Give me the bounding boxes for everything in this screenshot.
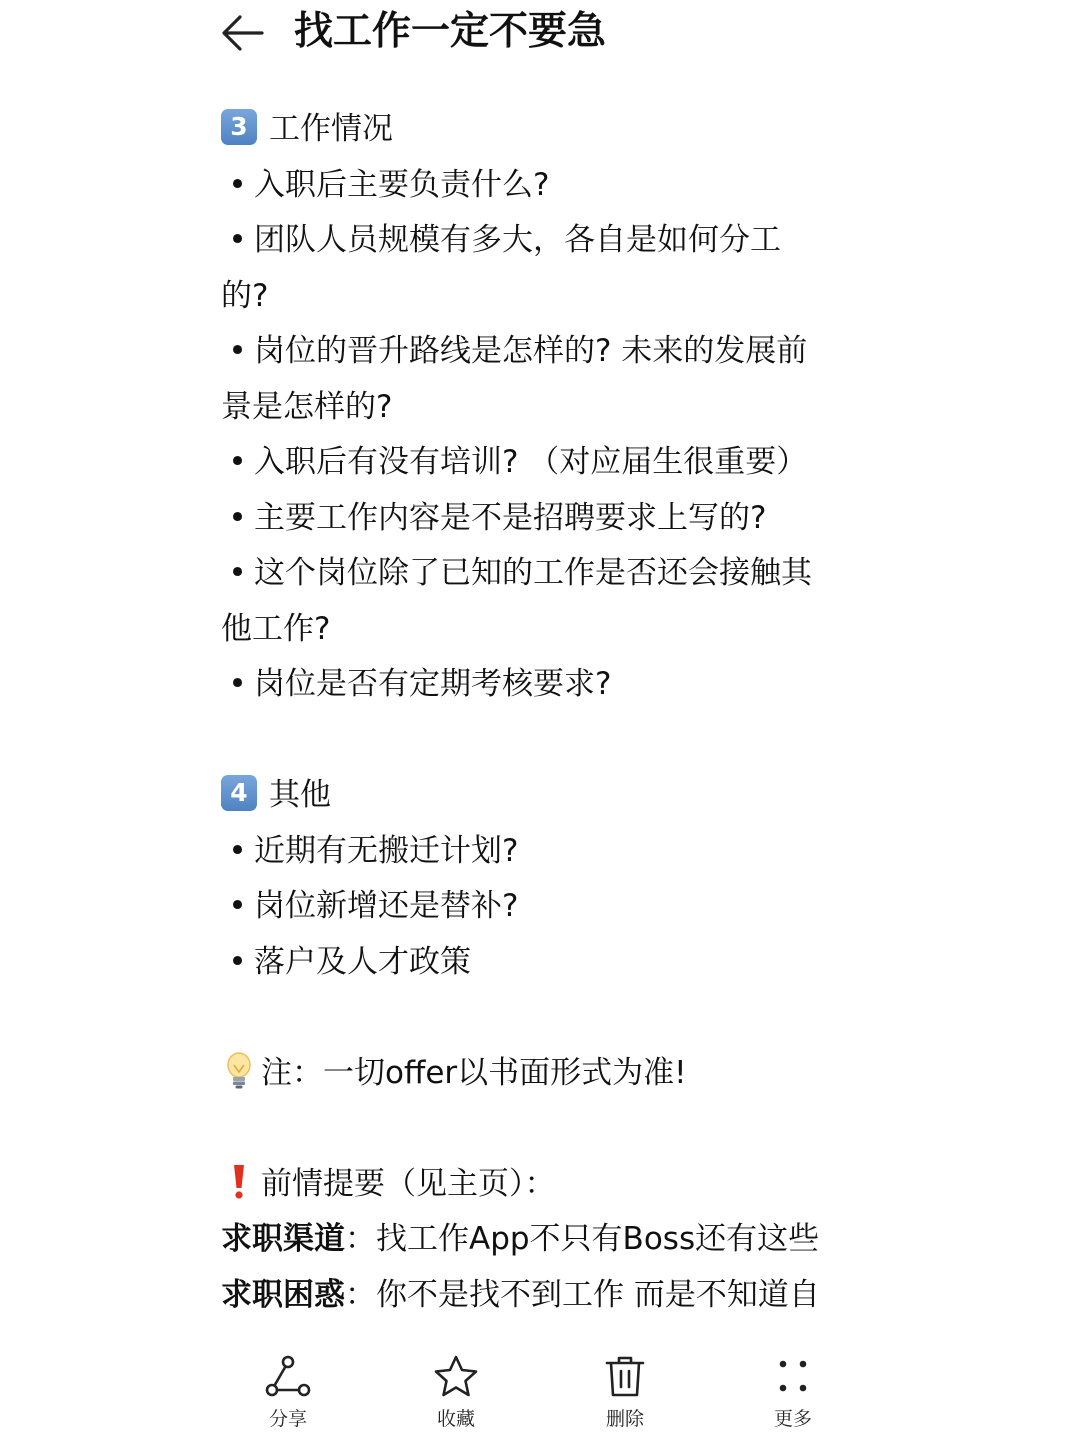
section-title: 其他 xyxy=(269,777,331,813)
bullet: • xyxy=(228,499,247,536)
summary-item-text: 你不是找不到工作 而是不知道自 xyxy=(376,1276,820,1313)
list-item-text: 入职后主要负责什么? xyxy=(254,166,550,203)
bullet: • xyxy=(228,333,247,369)
bullet: • xyxy=(228,222,247,258)
list-item-text: 岗位的晋升路线是怎样的? 未来的发展前 xyxy=(254,333,808,369)
list-item xyxy=(221,435,861,491)
star-icon xyxy=(431,1354,481,1400)
list-item-text: 岗位是否有定期考核要求? xyxy=(254,666,612,702)
summary-item-separator: ： xyxy=(345,1221,376,1257)
spacer xyxy=(221,990,861,1046)
spacer xyxy=(221,713,861,769)
list-item-text: 近期有无搬迁计划? xyxy=(254,832,519,869)
note-text: 注：一切offer以书面形式为准! xyxy=(261,1054,687,1091)
summary-item-text: 找工作App不只有Boss还有这些 xyxy=(376,1221,820,1257)
note-content xyxy=(221,102,861,1323)
list-item xyxy=(221,213,861,269)
top-bar xyxy=(0,0,1080,70)
list-item-text: 这个岗位除了已知的工作是否还会接触其 xyxy=(254,555,812,591)
bottom-action-bar xyxy=(0,1340,1080,1440)
exclamation-icon xyxy=(221,1161,257,1201)
section-heading xyxy=(221,768,861,824)
back-button[interactable] xyxy=(218,10,270,56)
list-item xyxy=(221,879,861,935)
list-item-continuation: 他工作? xyxy=(221,610,331,647)
favorite-label: 收藏 xyxy=(436,1408,475,1430)
more-button[interactable] xyxy=(738,1354,848,1438)
more-label: 更多 xyxy=(773,1408,812,1430)
list-item-text: 岗位新增还是替补? xyxy=(254,888,519,924)
list-item-text: 入职后有没有培训? （对应届生很重要） xyxy=(254,444,808,480)
list-item xyxy=(221,491,861,547)
more-dots-icon xyxy=(768,1354,818,1400)
list-item xyxy=(221,546,861,602)
favorite-button[interactable] xyxy=(401,1354,511,1438)
summary-heading: 前情提要（见主页）： xyxy=(261,1165,556,1202)
bullet: • xyxy=(228,888,247,924)
bullet: • xyxy=(228,943,247,980)
delete-button[interactable] xyxy=(570,1354,680,1438)
spacer xyxy=(221,1101,861,1157)
summary-item-label: 求职困惑 xyxy=(221,1276,345,1313)
summary-item-label: 求职渠道 xyxy=(221,1221,345,1257)
bullet: • xyxy=(228,444,247,480)
delete-label: 删除 xyxy=(605,1408,644,1430)
lightbulb-icon xyxy=(221,1050,257,1090)
list-item-text: 团队人员规模有多大，各自是如何分工 xyxy=(254,222,781,258)
bullet: • xyxy=(228,832,247,869)
list-item-continuation: 景是怎样的? xyxy=(221,388,393,425)
summary-item-separator: ： xyxy=(345,1276,376,1313)
share-label: 分享 xyxy=(268,1408,307,1430)
list-item-text: 落户及人才政策 xyxy=(254,943,471,980)
list-item xyxy=(221,657,861,713)
section-heading xyxy=(221,102,861,158)
section-title: 工作情况 xyxy=(269,111,393,147)
note-line xyxy=(221,1046,861,1102)
share-icon xyxy=(263,1354,313,1400)
number-badge-3: 3 xyxy=(221,109,257,145)
bullet: • xyxy=(228,166,247,203)
list-item xyxy=(221,935,861,991)
number-badge-4: 4 xyxy=(221,775,257,811)
bullet: • xyxy=(228,666,247,702)
list-item xyxy=(221,324,861,380)
list-item xyxy=(221,824,861,880)
page-title: 找工作一定不要急 xyxy=(294,9,607,54)
summary-item-link[interactable] xyxy=(221,1268,861,1324)
summary-heading-line xyxy=(221,1157,861,1213)
bullet: • xyxy=(228,555,247,591)
list-item xyxy=(221,158,861,214)
trash-icon xyxy=(600,1354,650,1400)
share-button[interactable] xyxy=(233,1354,343,1438)
list-item-text: 主要工作内容是不是招聘要求上写的? xyxy=(254,499,767,536)
list-item-continuation: 的? xyxy=(221,277,269,314)
arrow-left-icon xyxy=(218,10,270,56)
summary-item-link[interactable] xyxy=(221,1212,861,1268)
